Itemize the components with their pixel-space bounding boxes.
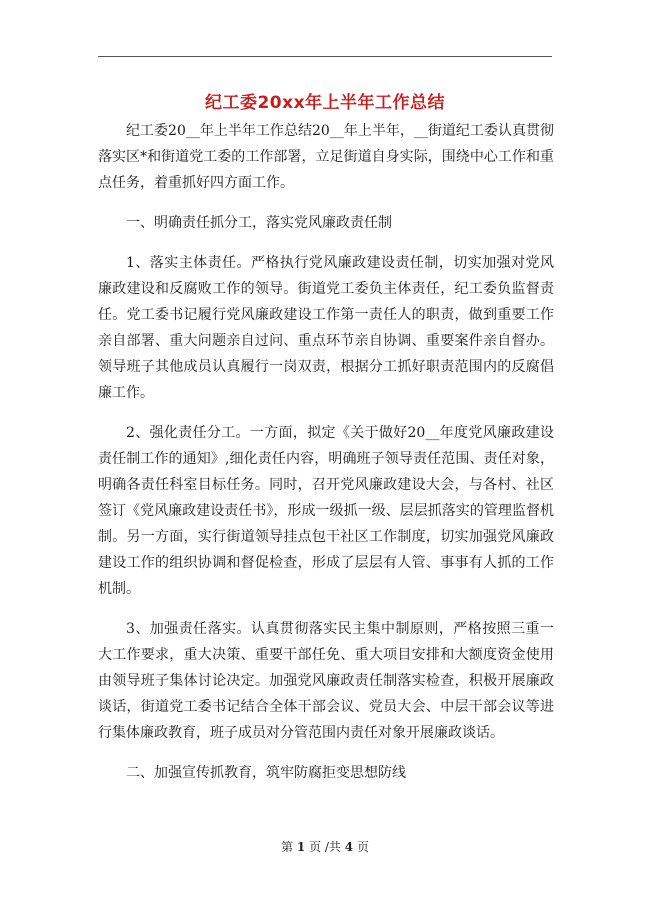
footer-suffix: 页 <box>356 840 369 854</box>
footer-total-pages: 4 <box>344 840 354 854</box>
document-body <box>98 118 554 786</box>
footer-middle: 页 /共 <box>309 840 341 854</box>
footer-page-number: 1 <box>296 840 306 854</box>
document-title: 纪工委20xx年上半年工作总结 <box>204 93 446 113</box>
footer-prefix: 第 <box>281 840 294 854</box>
intro-paragraph: 纪工委20__年上半年工作总结20__年上半年，__街道纪工委认真贯彻落实区*和街道党工委的工作部署，立足街道自身实际，围绕中心工作和重点任务，着重抓好四方面工作。 <box>98 123 554 191</box>
paragraph-item-2: 2、强化责任分工。一方面，拟定《关于做好20__年度党风廉政建设责任制工作的通知》,细化责任内容，明确班子领导责任范围、责任对象，明确各责任科室目标任务。同时，召开党风廉政建设大会，与各村、社区签订《党风廉政建设责任书》，形成一级抓一级、层层抓落实的管理监督机制。另一方面，实行街道领导挂点包干社区工作制度，切实加强党风廉政建设工作的组织协调和督促检查，形成了层层有人管、事事有人抓的工作机制。 <box>98 425 554 597</box>
paragraph-item-1: 1、落实主体责任。严格执行党风廉政建设责任制，切实加强对党风廉政建设和反腐败工作的领导。街道党工委负主体责任，纪工委负监督责任。党工委书记履行党风廉政建设工作第一责任人的职责，做到重要工作亲自部署、重大问题亲自过问、重点环节亲自协调、重要案件亲自督办。领导班子其他成员认真履行一岗双责，根据分工抓好职责范围内的反腐倡廉工作。 <box>98 255 554 401</box>
page-footer <box>0 838 650 855</box>
paragraph-item-3: 3、加强责任落实。认真贯彻落实民主集中制原则，严格按照三重一大工作要求，重大决策、重要干部任免、重大项目安排和大额度资金使用由领导班子集体讨论决定。加强党风廉政责任制落实检查，积极开展廉政谈话，街道党工委书记结合全体干部会议、党员大会、中层干部会议等进行集体廉政教育，班子成员对分管范围内责任对象开展廉政谈话。 <box>98 621 554 741</box>
section-heading-2: 二、加强宣传抓教育，筑牢防腐拒变思想防线 <box>126 765 406 781</box>
section-heading-1: 一、明确责任抓分工，落实党风廉政责任制 <box>126 215 392 231</box>
header-rule <box>98 56 552 57</box>
